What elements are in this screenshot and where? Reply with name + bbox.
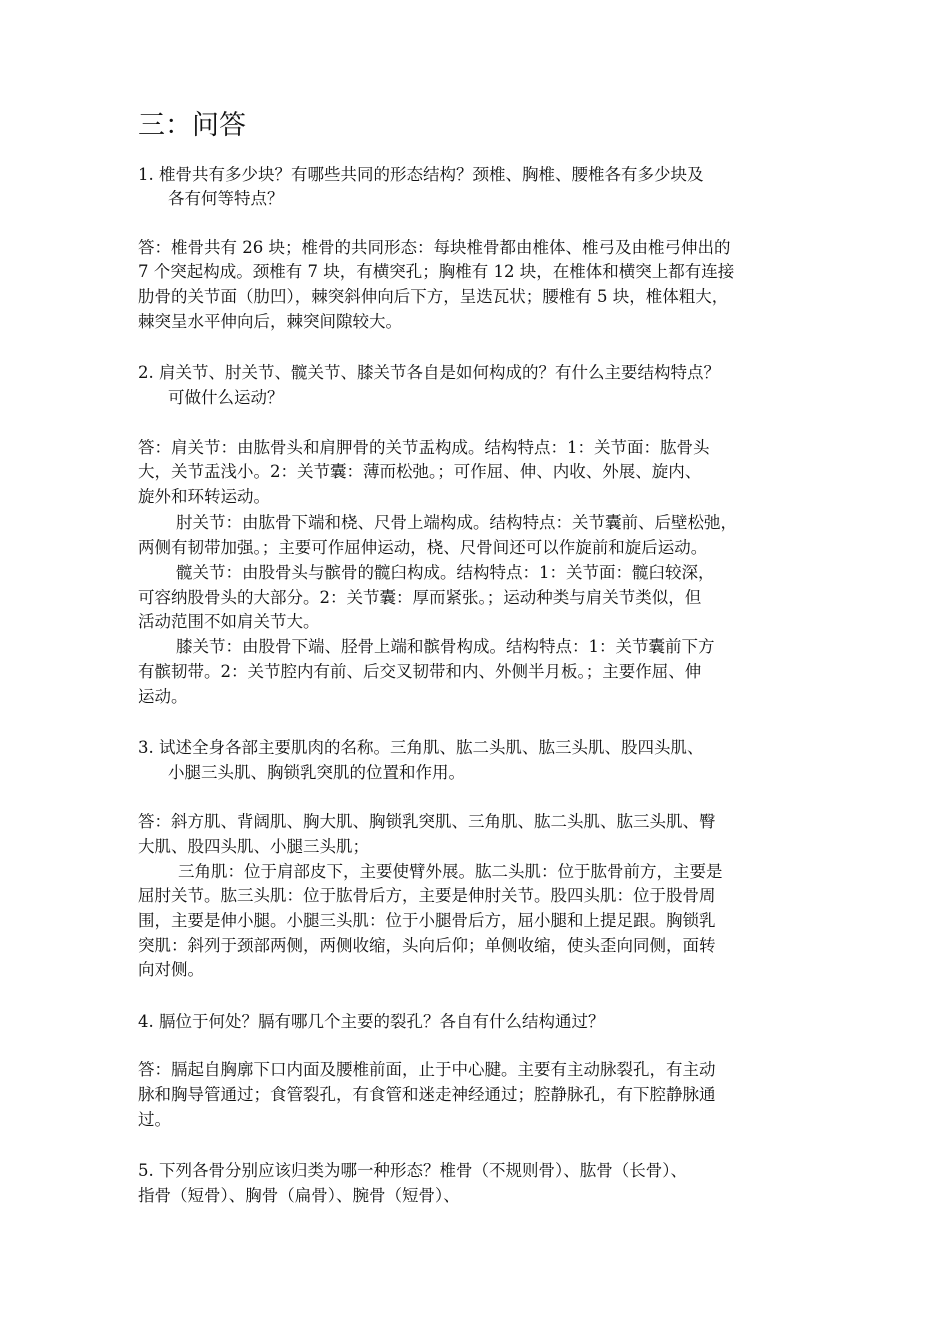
answer-2-line-7: 可容纳股骨头的大部分。2：关节囊：厚而紧张。；运动种类与肩关节类似，但 bbox=[138, 588, 702, 607]
answer-3-line-7: 向对侧。 bbox=[138, 960, 204, 979]
answer-2-line-11: 运动。 bbox=[138, 687, 188, 706]
answer-2-line-3: 旋外和环转运动。 bbox=[138, 487, 270, 506]
answer-1-line-1: 答：椎骨共有 26 块；椎骨的共同形态：每块椎骨都由椎体、椎弓及由椎弓伸出的 bbox=[138, 238, 731, 257]
section-title: 三：问答 bbox=[138, 110, 246, 141]
answer-2-line-2: 大，关节盂浅小。2：关节囊：薄而松弛。；可作屈、伸、内收、外展、旋内、 bbox=[138, 462, 702, 481]
answer-2-line-9: 膝关节：由股骨下端、胫骨上端和髌骨构成。结构特点：1：关节囊前下方 bbox=[176, 637, 715, 656]
answer-2-line-5: 两侧有韧带加强。；主要可作屈伸运动，桡、尺骨间还可以作旋前和旋后运动。 bbox=[138, 538, 708, 557]
answer-1-line-3: 肋骨的关节面（肋凹），棘突斜伸向后下方，呈迭瓦状；腰椎有 5 块，椎体粗大， bbox=[138, 287, 729, 306]
answer-4-line-2: 脉和胸导管通过；食管裂孔，有食管和迷走神经通过；腔静脉孔，有下腔静脉通 bbox=[138, 1085, 716, 1104]
question-1-line-1: 1. 椎骨共有多少块？有哪些共同的形态结构？颈椎、胸椎、腰椎各有多少块及 bbox=[138, 165, 704, 184]
answer-3-line-1: 答：斜方肌、背阔肌、胸大肌、胸锁乳突肌、三角肌、肱二头肌、肱三头肌、臀 bbox=[138, 812, 716, 831]
answer-3-line-5: 围，主要是伸小腿。小腿三头肌：位于小腿骨后方，屈小腿和上提足跟。胸锁乳 bbox=[138, 911, 716, 930]
answer-3-line-2: 大肌、股四头肌、小腿三头肌； bbox=[138, 837, 369, 856]
question-3-line-1: 3. 试述全身各部主要肌肉的名称。三角肌、肱二头肌、肱三头肌、股四头肌、 bbox=[138, 738, 704, 757]
answer-1-line-2: 7 个突起构成。颈椎有 7 块，有横突孔；胸椎有 12 块，在椎体和横突上都有连接 bbox=[138, 262, 735, 281]
answer-2-line-8: 活动范围不如肩关节大。 bbox=[138, 612, 320, 631]
question-5-line-2: 指骨（短骨）、胸骨（扁骨）、腕骨（短骨）、 bbox=[138, 1186, 460, 1205]
question-3-line-2: 小腿三头肌、胸锁乳突肌的位置和作用。 bbox=[168, 763, 465, 782]
answer-2-line-4: 肘关节：由肱骨下端和桡、尺骨上端构成。结构特点：关节囊前、后壁松弛， bbox=[176, 513, 737, 532]
answer-3-line-6: 突肌：斜列于颈部两侧，两侧收缩，头向后仰；单侧收缩，使头歪向同侧，面转 bbox=[138, 936, 716, 955]
answer-3-line-4: 屈肘关节。肱三头肌：位于肱骨后方，主要是伸肘关节。股四头肌：位于股骨周 bbox=[138, 886, 716, 905]
answer-4-line-1: 答：膈起自胸廓下口内面及腰椎前面，止于中心腱。主要有主动脉裂孔，有主动 bbox=[138, 1060, 716, 1079]
answer-2-line-6: 髋关节：由股骨头与髌骨的髋臼构成。结构特点：1：关节面：髋臼较深， bbox=[176, 563, 715, 582]
answer-1-line-4: 棘突呈水平伸向后，棘突间隙较大。 bbox=[138, 312, 402, 331]
question-1-line-2: 各有何等特点？ bbox=[168, 189, 284, 208]
answer-2-line-10: 有髌韧带。2：关节腔内有前、后交叉韧带和内、外侧半月板。；主要作屈、伸 bbox=[138, 662, 702, 681]
answer-4-line-3: 过。 bbox=[138, 1110, 171, 1129]
answer-2-line-1: 答：肩关节：由肱骨头和肩胛骨的关节盂构成。结构特点：1：关节面：肱骨头 bbox=[138, 438, 710, 457]
question-2-line-1: 2. 肩关节、肘关节、髋关节、膝关节各自是如何构成的？有什么主要结构特点？ bbox=[138, 363, 720, 382]
question-5-line-1: 5. 下列各骨分别应该归类为哪一种形态？椎骨（不规则骨）、肱骨（长骨）、 bbox=[138, 1161, 687, 1180]
question-4-line-1: 4. 膈位于何处？膈有哪几个主要的裂孔？各自有什么结构通过？ bbox=[138, 1012, 605, 1031]
answer-3-line-3: 三角肌：位于肩部皮下，主要使臂外展。肱二头肌：位于肱骨前方，主要是 bbox=[178, 862, 723, 881]
question-2-line-2: 可做什么运动？ bbox=[168, 388, 284, 407]
